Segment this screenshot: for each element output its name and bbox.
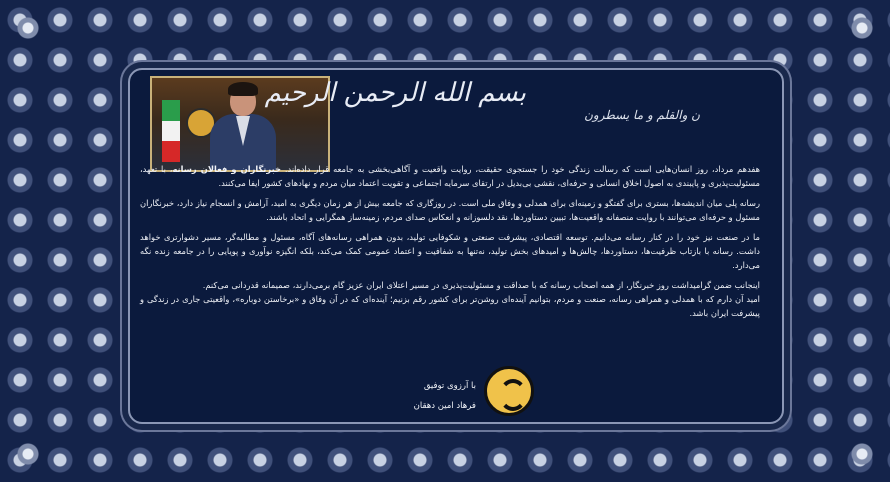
paragraph-5: امید آن دارم که با همدلی و همراهی رسانه، صنعت و مردم، بتوانیم آینده‌ای روشن‌تر برای کشور رقم بزنیم؛ آینده‌ای که در آن وفاق و «برخاستن دوباره»، واقعیتی جاری در زندگی و پیشرفت ایران باشد. — [140, 294, 760, 318]
signature-name: فرهاد امین دهقان — [413, 401, 476, 411]
company-logo-icon — [484, 366, 534, 416]
corner-ornament — [10, 10, 46, 46]
signature-line-1: با آرزوی توفیق — [423, 381, 476, 391]
verse-calligraphy: ن والقلم و ما یسطرون — [584, 108, 700, 122]
corner-ornament — [844, 436, 880, 472]
paragraph-1-part-c: ، با تعهد، مسئولیت‌پذیری و پایبندی به اصول اخلاق انسانی و حرفه‌ای، نقشی بی‌بدیل در ارتقای سرمایه اجتماعی و تقویت اعتماد میان مردم و نهادهای کشور ایفا می‌کنند. — [140, 164, 760, 188]
paragraph-1-bold: خبرنگاران و فعالان رسانه — [172, 164, 281, 174]
signature-block — [366, 376, 476, 416]
paragraph-1 — [140, 162, 760, 190]
paragraph-4: اینجانب ضمن گرامیداشت روز خبرنگار، از همه اصحاب رسانه که با صداقت و مسئولیت‌پذیری در مسیر اعتلای ایران عزیز گام برمی‌دارند، صمیمانه قدردانی می‌کنم. — [202, 280, 760, 290]
flag-icon — [162, 100, 180, 162]
paragraph-3: ما در صنعت نیز خود را در کنار رسانه می‌دانیم. توسعه اقتصادی، پیشرفت صنعتی و شکوفایی تولید، بدون همراهی رسانه‌های آگاه، مسئول و مطالبه‌گر، مسیر دشوارتری خواهد داشت. رسانه با بازتاب ظرفیت‌ها، دستاوردها، چالش‌ها و امیدهای بخش تولید، نه‌تنها به شفافیت و اعتماد عمومی کمک می‌کند، بلکه انگیزه نوآوری و پویایی را در جامعه زنده نگه می‌دارد. — [140, 232, 760, 270]
bismillah-calligraphy: بسم الله الرحمن الرحیم — [264, 78, 526, 108]
paragraph-1-part-a: هفدهم مرداد، روز انسان‌هایی است که رسالت زندگی خود را جستجوی حقیقت، روایت واقعیت و آگاهی‌بخشی به جامعه قرار داده‌اند. — [280, 164, 760, 174]
message-body — [140, 162, 760, 326]
corner-ornament — [844, 10, 880, 46]
corner-ornament — [10, 436, 46, 472]
paragraph-2: رسانه پلی میان اندیشه‌ها، بستری برای گفتگو و زمینه‌ای برای همدلی و وفاق ملی است. در روزگاری که جامعه بیش از هر زمان دیگری به امید، آرامش و انسجام نیاز دارد، خبرنگاران مسئول و حرفه‌ای می‌توانند با روایت منصفانه واقعیت‌ها، تبیین دستاوردها، نقد دلسوزانه و انعکاس صدای مردم، زمینه‌ساز همگرایی و اتحاد باشند. — [140, 198, 760, 222]
person-hair — [228, 82, 258, 96]
